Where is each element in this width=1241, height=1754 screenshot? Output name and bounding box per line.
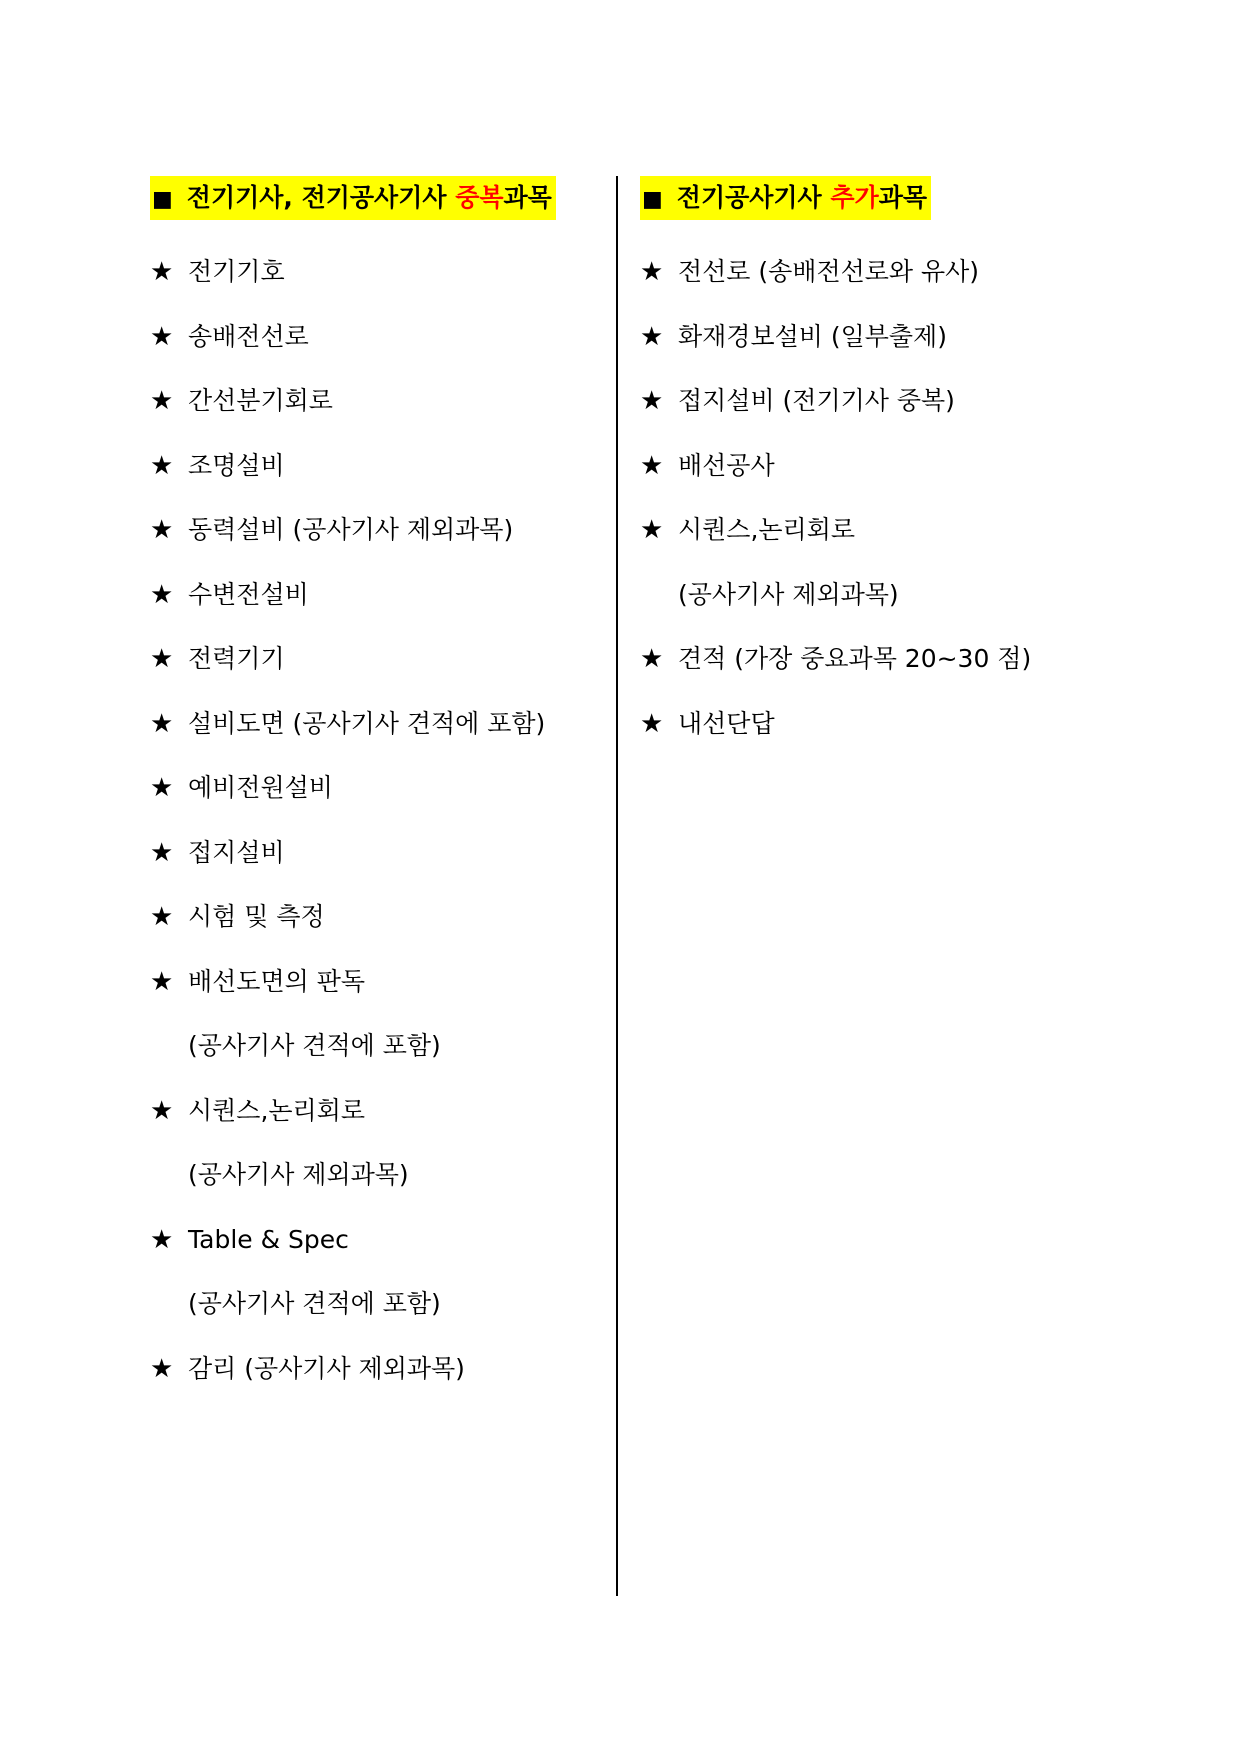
item-label: 화재경보설비 (일부출제) bbox=[678, 321, 947, 351]
star-icon: ★ bbox=[640, 708, 664, 739]
star-icon: ★ bbox=[640, 321, 664, 352]
item-label: Table & Spec bbox=[188, 1224, 349, 1254]
star-icon: ★ bbox=[150, 708, 174, 739]
list-item bbox=[150, 369, 610, 434]
star-icon: ★ bbox=[150, 257, 174, 287]
list-item bbox=[150, 1208, 610, 1273]
star-icon: ★ bbox=[150, 515, 174, 545]
item-label: 배선공사 bbox=[678, 450, 775, 480]
item-label: 견적 (가장 중요과목 20~30 점) bbox=[678, 644, 1032, 673]
star-icon: ★ bbox=[640, 644, 664, 674]
left-heading-highlight: 중복 bbox=[455, 183, 504, 212]
item-label: 간선분기회로 bbox=[188, 386, 333, 415]
right-heading-text: 전기공사기사 bbox=[676, 183, 831, 212]
right-heading bbox=[640, 176, 931, 220]
star-icon: ★ bbox=[150, 773, 174, 803]
item-label: 예비전원설비 bbox=[188, 773, 333, 802]
star-icon: ★ bbox=[150, 966, 174, 997]
list-item bbox=[640, 240, 1160, 305]
list-item bbox=[150, 692, 610, 757]
item-label: 접지설비 bbox=[188, 837, 285, 867]
list-item bbox=[640, 498, 1160, 563]
list-item bbox=[640, 692, 1160, 757]
item-label: 배선도면의 판독 bbox=[188, 966, 365, 996]
star-icon: ★ bbox=[150, 1353, 174, 1384]
list-item-note: (공사기사 견적에 포함) bbox=[188, 1289, 441, 1318]
list-item bbox=[150, 305, 610, 370]
star-icon: ★ bbox=[150, 1095, 174, 1126]
item-label: 시험 및 측정 bbox=[188, 902, 325, 931]
star-icon: ★ bbox=[150, 902, 174, 932]
left-heading bbox=[150, 176, 556, 220]
item-label: 시퀀스,논리회로 bbox=[678, 515, 855, 544]
item-label: 송배전선로 bbox=[188, 321, 309, 351]
star-icon: ★ bbox=[640, 386, 664, 416]
list-item bbox=[640, 627, 1160, 692]
star-icon: ★ bbox=[150, 837, 174, 868]
list-item bbox=[150, 950, 610, 1015]
list-item bbox=[640, 305, 1160, 370]
list-item-note: (공사기사 제외과목) bbox=[678, 579, 899, 609]
right-column bbox=[640, 176, 1160, 756]
right-heading-suffix: 과목 bbox=[878, 183, 928, 212]
item-label: 전력기기 bbox=[188, 644, 285, 673]
star-icon: ★ bbox=[150, 450, 174, 481]
list-item bbox=[150, 627, 610, 692]
list-item bbox=[150, 563, 610, 628]
list-item bbox=[150, 240, 610, 305]
list-item bbox=[150, 1079, 610, 1144]
item-label: 내선단답 bbox=[678, 708, 775, 738]
left-column bbox=[150, 176, 610, 1401]
item-label: 수변전설비 bbox=[188, 579, 309, 609]
list-item bbox=[150, 756, 610, 821]
star-icon: ★ bbox=[150, 321, 174, 352]
list-item bbox=[150, 1337, 610, 1402]
item-label: 감리 (공사기사 제외과목) bbox=[188, 1353, 465, 1383]
item-label: 전선로 (송배전선로와 유사) bbox=[678, 257, 980, 286]
item-label: 동력설비 (공사기사 제외과목) bbox=[188, 515, 514, 544]
list-item bbox=[640, 369, 1160, 434]
item-label: 시퀀스,논리회로 bbox=[188, 1095, 365, 1125]
square-bullet-icon: ■ bbox=[642, 187, 663, 212]
list-item-note: (공사기사 제외과목) bbox=[188, 1160, 409, 1189]
star-icon: ★ bbox=[640, 515, 664, 545]
list-item bbox=[150, 434, 610, 499]
list-item bbox=[150, 885, 610, 950]
star-icon: ★ bbox=[150, 1224, 174, 1255]
left-heading-text: 전기기사, 전기공사기사 bbox=[186, 183, 456, 212]
item-label: 접지설비 (전기기사 중복) bbox=[678, 386, 955, 415]
column-divider bbox=[616, 176, 618, 1596]
list-item bbox=[150, 498, 610, 563]
list-item bbox=[640, 434, 1160, 499]
star-icon: ★ bbox=[640, 450, 664, 481]
item-label: 전기기호 bbox=[188, 257, 285, 286]
square-bullet-icon: ■ bbox=[152, 187, 173, 212]
item-label: 조명설비 bbox=[188, 450, 285, 480]
star-icon: ★ bbox=[150, 579, 174, 610]
star-icon: ★ bbox=[640, 257, 664, 287]
item-label: 설비도면 (공사기사 견적에 포함) bbox=[188, 708, 546, 738]
right-subject-list bbox=[640, 240, 1160, 756]
left-subject-list bbox=[150, 240, 610, 1401]
list-item-note: (공사기사 견적에 포함) bbox=[188, 1031, 441, 1060]
list-item bbox=[150, 821, 610, 886]
star-icon: ★ bbox=[150, 386, 174, 416]
star-icon: ★ bbox=[150, 644, 174, 674]
right-heading-highlight: 추가 bbox=[830, 183, 879, 212]
left-heading-suffix: 과목 bbox=[503, 183, 552, 212]
